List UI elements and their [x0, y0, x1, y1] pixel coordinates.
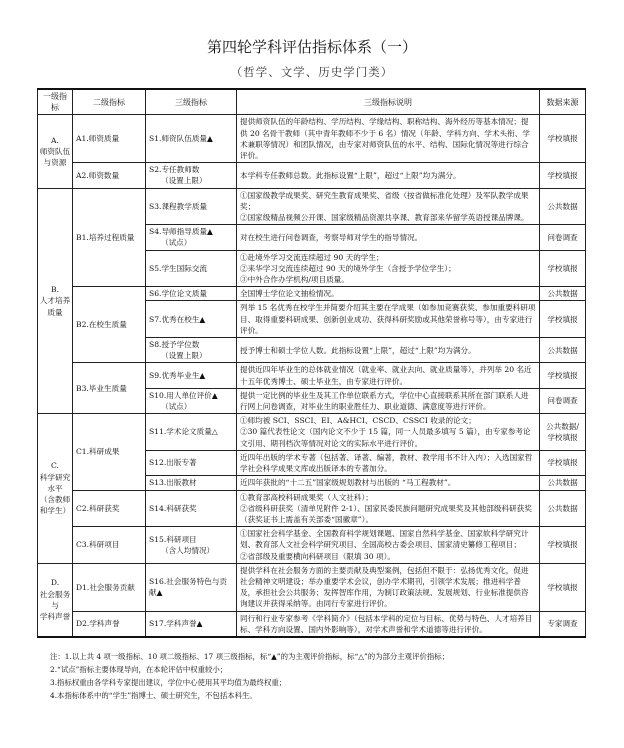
header-description: 三级指标说明 [237, 89, 540, 115]
level1-label-line: （含教师 [39, 495, 71, 505]
data-source: 公共数据 [540, 338, 586, 363]
level3-name: S2.专任教师数 [149, 165, 200, 175]
level1-label-line: A. [51, 135, 59, 145]
level3-name: S17.学科声誉▲ [149, 619, 203, 629]
level3-name: S1.师资队伍质量▲ [149, 134, 213, 144]
description-line: ①赴境外学习交流连续超过 90 天的学生； [240, 252, 384, 262]
level1-indicator [38, 414, 73, 563]
level2-indicator: C1.科研成果 [73, 414, 146, 490]
table-row [38, 414, 586, 451]
table-row [38, 287, 586, 301]
level1-label-line: B. [51, 285, 59, 295]
level3-name: S9.优秀毕业生▲ [149, 371, 206, 381]
level1-label-line: 人才培养 [39, 296, 71, 306]
level3-name: S3.课程教学质量 [149, 201, 208, 211]
level1-label-line: 质量 [47, 307, 63, 317]
level1-indicator [38, 188, 73, 414]
level2-indicator: C3.科研项目 [73, 527, 146, 564]
level3-note: （设置上限） [161, 351, 207, 361]
level3-name: S16.社会服务特色与贡献▲ [149, 576, 228, 598]
indicator-table [37, 88, 586, 638]
data-source: 问卷调查 [540, 225, 586, 250]
indicator-description [237, 363, 540, 388]
indicator-description [237, 450, 540, 475]
level3-indicator [146, 611, 237, 637]
level3-indicator [146, 450, 237, 475]
description-line: ②省级科研获奖（清单见附件 2-1）、国家民委民族问题研究成果奖及其他部级科研获奖（获奖证书上需盖有关部委“国徽章”）。 [240, 503, 532, 524]
description-line: 提供近四年毕业生的总体就业情况（就业率、就业去向、就业质量等），并列举 20 名近十五年优秀博士、硕士毕业生，由专家进行评价。 [240, 365, 532, 386]
description-line: 同行和行业专家参考《学科简介》（包括本学科的定位与目标、优势与特色、人才培养目标、学科方向设置、国内外影响等），对学术声誉和学术道德等进行评价。 [240, 613, 533, 634]
description-line: 全国博士学位论文抽检情况。 [240, 289, 339, 299]
data-source: 学校填报 [540, 450, 586, 475]
data-source: 学校填报 [540, 250, 586, 287]
table-header-row [38, 89, 586, 115]
footnote-item: 注：1.以上共 4 项一级指标、10 项二级指标、17 项三级指标，标“▲”的为主观评价指标，标“△”的为部分主观评价指标； [50, 652, 450, 661]
data-source: 公共数据 [540, 476, 586, 490]
level3-name: S14.科研获奖 [149, 503, 197, 513]
table-row [38, 611, 586, 637]
header-level3: 三级指标 [146, 89, 237, 115]
level3-indicator [146, 563, 237, 611]
level3-indicator [146, 527, 237, 564]
description-line: 授予博士和硕士学位人数。此指标设置“上限”，超过“上限”均为满分。 [240, 345, 476, 355]
data-source: 问卷调查 [540, 388, 586, 413]
data-source: 学校填报 [540, 301, 586, 338]
level3-note: （设置上限） [161, 176, 207, 186]
indicator-description [237, 250, 540, 287]
level3-indicator [146, 115, 237, 163]
data-source: 专家调查 [540, 611, 586, 637]
level3-indicator [146, 476, 237, 490]
footnote-item: 4.本指标体系中的“学生”指博士、硕士研究生，不包括本科生。 [50, 691, 257, 700]
footnote-item: 2.“试点”指标主要体现导向，在本轮评估中权重较小； [50, 665, 228, 674]
level2-indicator: B3.毕业生质量 [73, 363, 146, 414]
description-line: ③中外合作办学机构/项目质量。 [240, 275, 349, 285]
level3-name: S11.学术论文质量△ [149, 427, 218, 437]
indicator-description [237, 563, 540, 611]
description-line: 提供学科在社会服务方面的主要贡献及典型案例，包括但不限于：弘扬优秀文化，促进社会精神文明建设；举办重要学术会议，创办学术期刊，引领学术发展；推进科学普及，承担社会公共服务；发挥智库作用，为制订政策法规、发展规划、行业标准提供咨询建议并获得采纳等。由同行专家进行评价。 [240, 565, 529, 609]
description-line: ②国家级精品视频公开课、国家级精品资源共享课、教育部来华留学英语授课品牌课。 [240, 213, 529, 223]
level2-indicator: B2.在校生质量 [73, 287, 146, 363]
level1-label-line: D. [50, 578, 60, 588]
indicator-description [237, 414, 540, 451]
description-line: 本学科专任教师总数。此指标设置“上限”，超过“上限”均为满分。 [240, 170, 461, 180]
level3-indicator [146, 490, 237, 527]
level3-indicator [146, 163, 237, 188]
level3-indicator [146, 287, 237, 301]
table-row [38, 115, 586, 163]
level3-name: S5.学生国际交流 [149, 263, 208, 273]
table-row [38, 527, 586, 564]
level3-indicator [146, 301, 237, 338]
data-source: 学校填报 [540, 115, 586, 163]
description-line: ②30 篇代表性论文（国内论文不少于 15 篇，同一人员最多填写 5 篇），由专家参考论文引用、期刊档次等情况对论文的实际水平进行评价。 [240, 427, 531, 448]
header-level1: 一级指标 [38, 89, 73, 115]
data-source: 公共数据 [540, 188, 586, 225]
level1-label-line: 社会服务 [39, 589, 71, 599]
level1-label-line: 与 [51, 600, 59, 610]
level1-label-line: C. [51, 461, 59, 471]
level1-label-line: 与资源 [43, 158, 67, 168]
indicator-description [237, 490, 540, 527]
table-row [38, 163, 586, 188]
level3-name: S6.学位论文质量 [149, 289, 208, 299]
description-line: 近四年出版的学术专著（包括著、译著、编著，教材、教学用书不计入内）；入选国家哲学社会科学成果文库或出版译本的专著加分。 [240, 452, 533, 474]
data-source: 公共数据 [540, 287, 586, 301]
description-line: ①教育部高校科研成果奖（人文社科）； [240, 492, 373, 502]
level2-indicator: A2.师资数量 [73, 163, 146, 188]
level3-indicator [146, 250, 237, 287]
level2-indicator: C2.科研获奖 [73, 490, 146, 527]
level1-label-line: 水平 [47, 483, 63, 493]
level1-indicator [38, 563, 73, 637]
data-source: 学校填报 [540, 363, 586, 388]
level3-note: （含人均情况） [161, 545, 215, 555]
table-row [38, 563, 586, 611]
indicator-description [237, 225, 540, 250]
table-row [38, 188, 586, 225]
level3-indicator [146, 363, 237, 388]
level3-indicator [146, 388, 237, 413]
description-line: ②来华学习交流连续超过 90 天的境外学生（含授予学位学生）； [240, 263, 456, 273]
description-line: ②省部级及重要横向科研项目（限填 30 项）。 [240, 551, 395, 561]
data-source: 公共数据 [540, 490, 586, 527]
level1-label-line: 师资队伍 [39, 146, 71, 156]
level3-name: S4.导师指导质量▲ [149, 227, 213, 237]
indicator-description [237, 301, 540, 338]
level2-indicator: D2.学科声誉 [73, 611, 146, 637]
page-subtitle: （哲学、文学、历史学门类） [230, 65, 394, 79]
data-source: 学校填报 [540, 163, 586, 188]
description-line: 提供一定比例的毕业生及其工作单位联系方式，学位中心直接联系其所在部门联系人进行网上问卷调查，对毕业生的职业胜任力、职业道德、满意度等进行评价。 [240, 390, 529, 412]
description-line: 近四年获批的“十二五”国家级规划教材与出版的 “马工程教材”。 [240, 478, 456, 488]
header-source: 数据来源 [540, 89, 586, 115]
description-line: ①师均被 SCI、SSCI、EI、A&HCI、CSCD、CSSCI 收录的论文； [240, 416, 476, 426]
footnotes [50, 650, 449, 702]
level3-indicator [146, 338, 237, 363]
level3-note: （试点） [161, 238, 192, 248]
data-source: 学校填报 [540, 527, 586, 564]
level3-name: S15.科研项目 [149, 534, 197, 544]
description-line: 提供师资队伍的年龄结构、学历结构、学缘结构、职称结构、海外经历等基本情况；提供 20 名骨干教师（其中青年教师不少于 6 名）情况（年龄、学科方向、学术头衔、学术兼职等情况）和团队情况，由专家对师资队伍的水平、结构、国际化情况等进行综合评价。 [240, 117, 530, 161]
table-row [38, 490, 586, 527]
level1-indicator [38, 115, 73, 188]
description-line: ①国家级教学成果奖、研究生教育成果奖、省级（按省做标准化处理）及军队教学成果奖； [240, 190, 529, 211]
indicator-description [237, 115, 540, 163]
level3-name: S8.授予学位数 [149, 340, 200, 350]
data-source: 学校填报 [540, 563, 586, 611]
level3-indicator [146, 188, 237, 225]
level1-label-line: 学科声誉 [39, 612, 71, 622]
header-level2: 二级指标 [73, 89, 146, 115]
indicator-description [237, 388, 540, 413]
description-line: ①国家社会科学基金、全国教育科学规划课题、国家自然科学基金、国家软科学研究计划、教育部人文社会科学研究项目、全国高校古委会项目、国家清史纂修工程项目； [240, 529, 529, 550]
level3-indicator [146, 225, 237, 250]
indicator-description [237, 287, 540, 301]
footnote-item: 3.指标权重由各学科专家提出建议，学位中心使用其平均值为最终权重； [50, 678, 287, 687]
level2-indicator: B1.培养过程质量 [73, 188, 146, 287]
indicator-description [237, 476, 540, 490]
indicator-description [237, 188, 540, 225]
indicator-description [237, 527, 540, 564]
level3-name: S12.出版专著 [149, 458, 197, 468]
description-line: 对在校生进行问卷调查，考察导师对学生的指导情况。 [240, 232, 423, 242]
description-line: 列举 15 名优秀在校学生并简要介绍其主要在学成果（如参加竞赛获奖、参加重要科研项目、取得重要科研成果、创新创业成功、获得科研奖励或其他荣誉称号等），由专家进行评价。 [240, 303, 536, 335]
level3-note: （试点） [161, 402, 192, 412]
indicator-description [237, 611, 540, 637]
level1-label-line: 和学生） [39, 506, 71, 516]
level2-indicator: A1.师资质量 [73, 115, 146, 163]
level3-name: S7.优秀在校生▲ [149, 314, 206, 324]
level1-label-line: 科学研究 [39, 472, 71, 482]
indicator-description [237, 163, 540, 188]
indicator-description [237, 338, 540, 363]
level3-name: S10.用人单位评价▲ [149, 390, 218, 400]
level2-indicator: D1.社会服务贡献 [73, 563, 146, 611]
level3-name: S13.出版教材 [149, 478, 197, 488]
table-row [38, 363, 586, 388]
page-title: 第四轮学科评估指标体系（一） [206, 38, 417, 56]
level3-indicator [146, 414, 237, 451]
data-source: 公共数据/学校填报 [540, 414, 586, 451]
